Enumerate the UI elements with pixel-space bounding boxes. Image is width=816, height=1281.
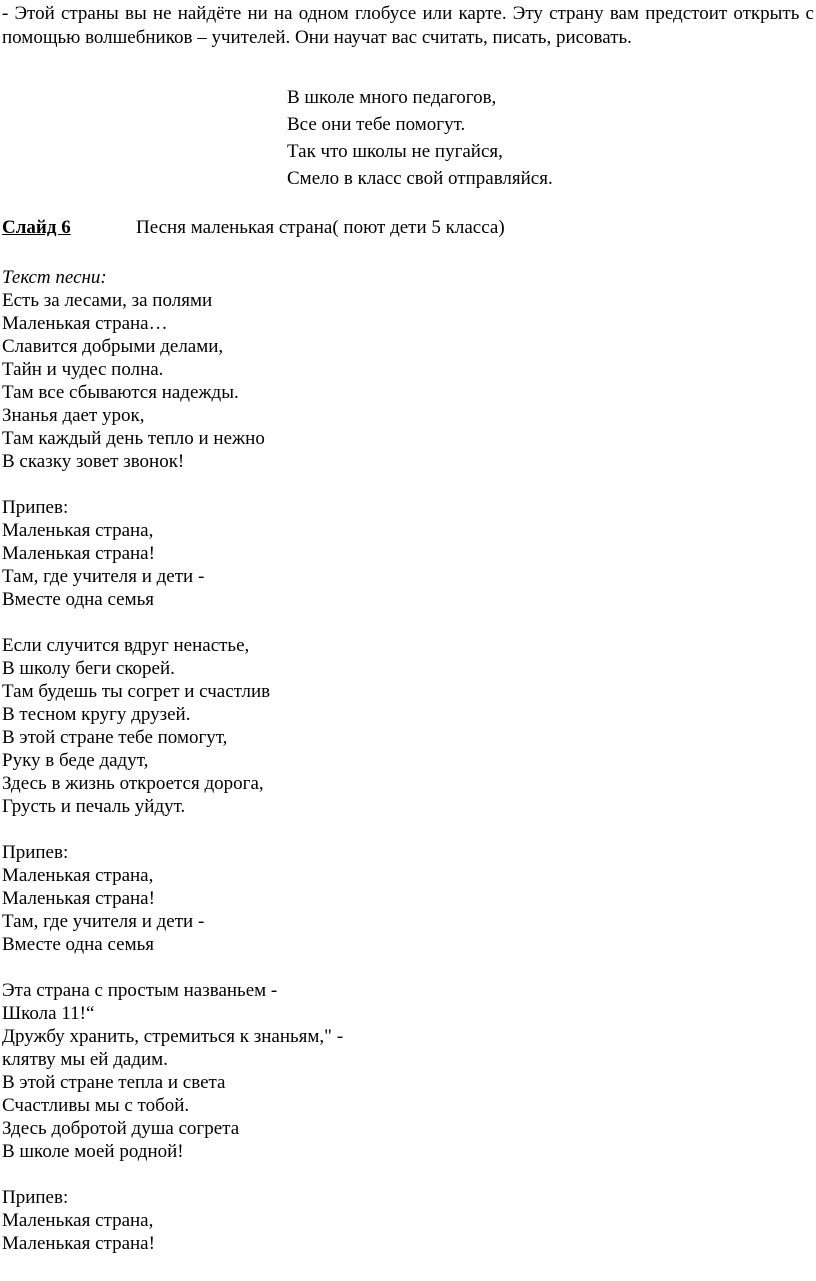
lyric-line: В школе моей родной! — [2, 1141, 184, 1162]
lyric-line: В тесном кругу друзей. — [2, 704, 191, 725]
chorus-label: Припев: — [2, 1187, 69, 1208]
lyric-line: Маленькая страна, — [2, 520, 154, 541]
stanza-gap — [2, 956, 343, 979]
lyric-line: Эта страна с простым названьем - — [2, 980, 278, 1001]
lyrics-heading: Текст песни: — [2, 267, 107, 288]
intro-paragraph: - Этой страны вы не найдёте ни на одном глобусе или карте. Эту страну вам предстоит открыть с помощью волшебников – учителей. Они научат вас считать, писать, рисовать. — [2, 3, 814, 48]
poem-line: Так что школы не пугайся, — [287, 141, 503, 162]
poem-stanza — [287, 84, 553, 192]
stanza-gap — [2, 611, 343, 634]
verse-1 — [2, 289, 343, 473]
lyric-line: В этой стране тебе помогут, — [2, 727, 228, 748]
lyric-line: В сказку зовет звонок! — [2, 451, 185, 472]
lyric-line: Есть за лесами, за полями — [2, 290, 213, 311]
lyric-line: Грусть и печаль уйдут. — [2, 796, 186, 817]
lyric-line: Вместе одна семья — [2, 934, 155, 955]
lyric-line: Там, где учителя и дети - — [2, 911, 205, 932]
lyric-line: Школа 11!“ — [2, 1003, 95, 1024]
verse-3 — [2, 979, 343, 1163]
stanza-gap — [2, 473, 343, 496]
slide-description: Песня маленькая страна( поют дети 5 класса) — [136, 217, 505, 238]
lyric-line: Маленькая страна, — [2, 1210, 154, 1231]
lyric-line: Маленькая страна! — [2, 888, 155, 909]
lyric-line: В школу беги скорей. — [2, 658, 175, 679]
lyric-line: Маленькая страна! — [2, 543, 155, 564]
lyric-line: Маленькая страна! — [2, 1233, 155, 1254]
lyric-line: Здесь в жизнь откроется дорога, — [2, 773, 264, 794]
lyric-line: Тайн и чудес полна. — [2, 359, 164, 380]
lyric-line: Руку в беде дадут, — [2, 750, 149, 771]
lyric-line: Вместе одна семья — [2, 589, 155, 610]
slide-label: Слайд 6 — [2, 217, 71, 238]
chorus-3 — [2, 1186, 343, 1255]
song-lyrics — [2, 266, 343, 1255]
lyric-line: клятву мы ей дадим. — [2, 1049, 168, 1070]
chorus-2 — [2, 841, 343, 956]
chorus-1 — [2, 496, 343, 611]
stanza-gap — [2, 1163, 343, 1186]
lyric-line: Маленькая страна… — [2, 313, 168, 334]
lyric-line: Здесь добротой душа согрета — [2, 1118, 240, 1139]
lyric-line: Дружбу хранить, стремиться к знаньям," - — [2, 1026, 344, 1047]
chorus-label: Припев: — [2, 497, 69, 518]
lyric-line: Маленькая страна, — [2, 865, 154, 886]
slide-heading — [2, 214, 505, 241]
poem-line: Все они тебе помогут. — [287, 114, 466, 135]
lyric-line: Если случится вдруг ненастье, — [2, 635, 250, 656]
lyric-line: Там каждый день тепло и нежно — [2, 428, 265, 449]
lyric-line: Там все сбываются надежды. — [2, 382, 239, 403]
verse-2 — [2, 634, 343, 818]
lyric-line: Славится добрыми делами, — [2, 336, 224, 357]
lyric-line: Счастливы мы с тобой. — [2, 1095, 190, 1116]
poem-line: Смело в класс свой отправляйся. — [287, 168, 553, 189]
stanza-gap — [2, 818, 343, 841]
poem-line: В школе много педагогов, — [287, 87, 497, 108]
chorus-label: Припев: — [2, 842, 69, 863]
lyric-line: Там, где учителя и дети - — [2, 566, 205, 587]
lyric-line: Там будешь ты согрет и счастлив — [2, 681, 271, 702]
lyric-line: В этой стране тепла и света — [2, 1072, 226, 1093]
lyric-line: Знанья дает урок, — [2, 405, 145, 426]
